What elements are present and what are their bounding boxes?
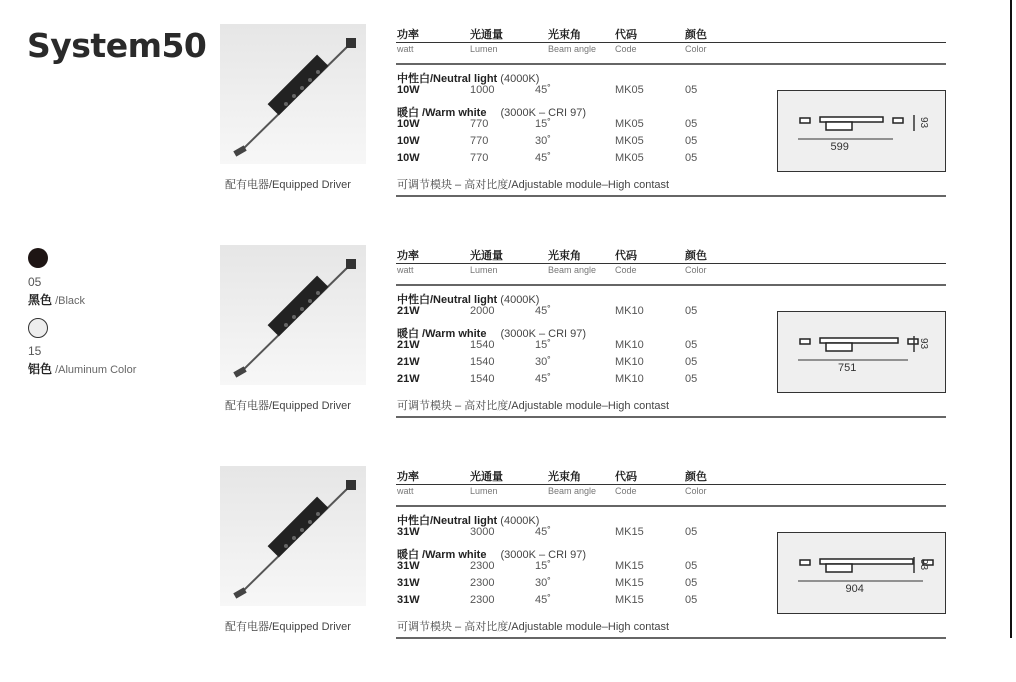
table-cell: 05 <box>685 118 698 130</box>
table-cell: 1540 <box>470 339 495 351</box>
table-cell: 2300 <box>470 560 495 572</box>
table-cell: 15˚ <box>535 118 551 130</box>
column-header: 颜色 <box>685 29 707 41</box>
table-cell: 45˚ <box>535 152 551 164</box>
table-cell: 30˚ <box>535 135 551 147</box>
column-header: 光通量 <box>470 471 503 483</box>
column-header: 光束角 <box>548 250 581 262</box>
column-header: 功率 <box>397 29 419 41</box>
table-cell: 10W <box>397 152 420 164</box>
column-header: 功率 <box>397 471 419 483</box>
color-name-cn: 黑色 <box>28 293 53 307</box>
dimension-diagram <box>777 532 946 614</box>
product-caption: 配有电器/Equipped Driver <box>225 621 351 633</box>
divider <box>396 484 946 485</box>
module-note: 可调节模块 – 高对比度/Adjustable module–High contast <box>397 621 670 633</box>
divider <box>396 284 946 286</box>
table-cell: 05 <box>685 577 698 589</box>
column-header-en: Color <box>685 44 707 54</box>
table-cell: MK15 <box>615 526 644 538</box>
divider <box>396 416 946 418</box>
column-header: 光通量 <box>470 250 503 262</box>
table-cell: 2000 <box>470 305 495 317</box>
product-section <box>0 20 1016 240</box>
column-header-en: watt <box>397 486 414 496</box>
product-caption: 配有电器/Equipped Driver <box>225 400 351 412</box>
column-header: 代码 <box>615 250 637 262</box>
page-title: System50 <box>27 26 207 65</box>
table-cell: 770 <box>470 152 489 164</box>
table-cell: 10W <box>397 135 420 147</box>
table-cell: 21W <box>397 373 420 385</box>
column-header-en: Color <box>685 265 707 275</box>
group-spec: (3000K – CRI 97) <box>500 328 587 340</box>
column-header-en: Lumen <box>470 44 498 54</box>
group-spec: (4000K) <box>497 294 540 306</box>
column-header-en: Beam angle <box>548 44 597 54</box>
column-header: 颜色 <box>685 471 707 483</box>
height-dimension: 93 <box>918 337 930 350</box>
product-photo <box>220 24 366 164</box>
track-light-image <box>220 245 366 385</box>
table-cell: 45˚ <box>535 84 551 96</box>
column-header-en: watt <box>397 265 414 275</box>
table-cell: 31W <box>397 560 420 572</box>
table-cell: 30˚ <box>535 577 551 589</box>
table-cell: 15˚ <box>535 560 551 572</box>
product-caption: 配有电器/Equipped Driver <box>225 179 351 191</box>
column-header-en: Beam angle <box>548 486 597 496</box>
column-header: 光束角 <box>548 471 581 483</box>
color-code: 05 <box>28 275 42 289</box>
track-light-image <box>220 24 366 164</box>
divider <box>396 63 946 65</box>
dimension-drawing <box>778 312 947 394</box>
group-name: 中性白/Neutral light <box>397 294 498 306</box>
column-header-en: Code <box>615 486 637 496</box>
column-header: 颜色 <box>685 250 707 262</box>
divider <box>396 505 946 507</box>
product-photo <box>220 245 366 385</box>
column-header-en: Lumen <box>470 265 498 275</box>
height-dimension: 93 <box>918 558 930 571</box>
dimension-diagram <box>777 311 946 393</box>
column-header: 功率 <box>397 250 419 262</box>
table-cell: 15˚ <box>535 339 551 351</box>
table-cell: MK05 <box>615 135 644 147</box>
table-cell: MK05 <box>615 84 644 96</box>
table-cell: MK10 <box>615 339 644 351</box>
table-cell: MK05 <box>615 118 644 130</box>
group-warm-label <box>397 104 586 120</box>
table-cell: MK15 <box>615 560 644 572</box>
column-header-en: watt <box>397 44 414 54</box>
table-cell: 770 <box>470 135 489 147</box>
table-cell: 05 <box>685 373 698 385</box>
table-cell: 770 <box>470 118 489 130</box>
table-cell: 05 <box>685 560 698 572</box>
length-dimension: 599 <box>830 141 849 153</box>
divider <box>396 195 946 197</box>
table-cell: MK15 <box>615 577 644 589</box>
table-cell: 05 <box>685 135 698 147</box>
divider <box>396 637 946 639</box>
track-light-image <box>220 466 366 606</box>
table-cell: 31W <box>397 526 420 538</box>
table-cell: 1540 <box>470 373 495 385</box>
table-cell: 10W <box>397 118 420 130</box>
table-cell: 05 <box>685 356 698 368</box>
dimension-drawing <box>778 91 947 173</box>
table-cell: 1540 <box>470 356 495 368</box>
table-cell: 45˚ <box>535 373 551 385</box>
table-cell: MK10 <box>615 356 644 368</box>
group-name: 中性白/Neutral light <box>397 515 498 527</box>
group-spec: (4000K) <box>497 515 540 527</box>
table-cell: 05 <box>685 339 698 351</box>
product-photo <box>220 466 366 606</box>
table-cell: 45˚ <box>535 594 551 606</box>
column-header-en: Beam angle <box>548 265 597 275</box>
group-spec: (3000K – CRI 97) <box>500 107 587 119</box>
column-header-en: Color <box>685 486 707 496</box>
group-name: 暖白 /Warm white <box>397 549 487 561</box>
table-cell: 05 <box>685 152 698 164</box>
table-cell: 31W <box>397 577 420 589</box>
table-cell: 3000 <box>470 526 495 538</box>
length-dimension: 904 <box>845 583 864 595</box>
divider <box>396 263 946 264</box>
group-name: 暖白 /Warm white <box>397 107 487 119</box>
table-cell: 10W <box>397 84 420 96</box>
column-header-en: Lumen <box>470 486 498 496</box>
column-header-en: Code <box>615 44 637 54</box>
table-cell: 05 <box>685 84 698 96</box>
table-cell: MK15 <box>615 594 644 606</box>
group-spec: (4000K) <box>497 73 540 85</box>
table-cell: 21W <box>397 339 420 351</box>
column-header: 光束角 <box>548 29 581 41</box>
group-name: 中性白/Neutral light <box>397 73 498 85</box>
table-cell: 30˚ <box>535 356 551 368</box>
column-header-en: Code <box>615 265 637 275</box>
table-cell: MK10 <box>615 305 644 317</box>
dimension-diagram <box>777 90 946 172</box>
column-header: 光通量 <box>470 29 503 41</box>
product-section <box>0 462 1016 682</box>
dimension-drawing <box>778 533 947 615</box>
length-dimension: 751 <box>838 362 857 374</box>
divider <box>396 42 946 43</box>
product-section <box>0 241 1016 461</box>
table-cell: 2300 <box>470 594 495 606</box>
table-cell: 21W <box>397 356 420 368</box>
table-cell: 05 <box>685 305 698 317</box>
color-name-en: /Aluminum Color <box>52 364 137 376</box>
column-header: 代码 <box>615 471 637 483</box>
color-name-en: /Black <box>52 295 86 307</box>
table-cell: 05 <box>685 526 698 538</box>
module-note: 可调节模块 – 高对比度/Adjustable module–High contast <box>397 179 670 191</box>
table-cell: 21W <box>397 305 420 317</box>
table-cell: 2300 <box>470 577 495 589</box>
color-name-cn: 铝色 <box>28 362 53 376</box>
table-cell: 1000 <box>470 84 495 96</box>
table-cell: 05 <box>685 594 698 606</box>
table-cell: 45˚ <box>535 526 551 538</box>
table-cell: MK05 <box>615 152 644 164</box>
table-cell: 45˚ <box>535 305 551 317</box>
group-name: 暖白 /Warm white <box>397 328 487 340</box>
table-cell: 31W <box>397 594 420 606</box>
color-code: 15 <box>28 344 42 358</box>
table-cell: MK10 <box>615 373 644 385</box>
module-note: 可调节模块 – 高对比度/Adjustable module–High contast <box>397 400 670 412</box>
group-spec: (3000K – CRI 97) <box>500 549 587 561</box>
height-dimension: 93 <box>918 116 930 129</box>
column-header: 代码 <box>615 29 637 41</box>
